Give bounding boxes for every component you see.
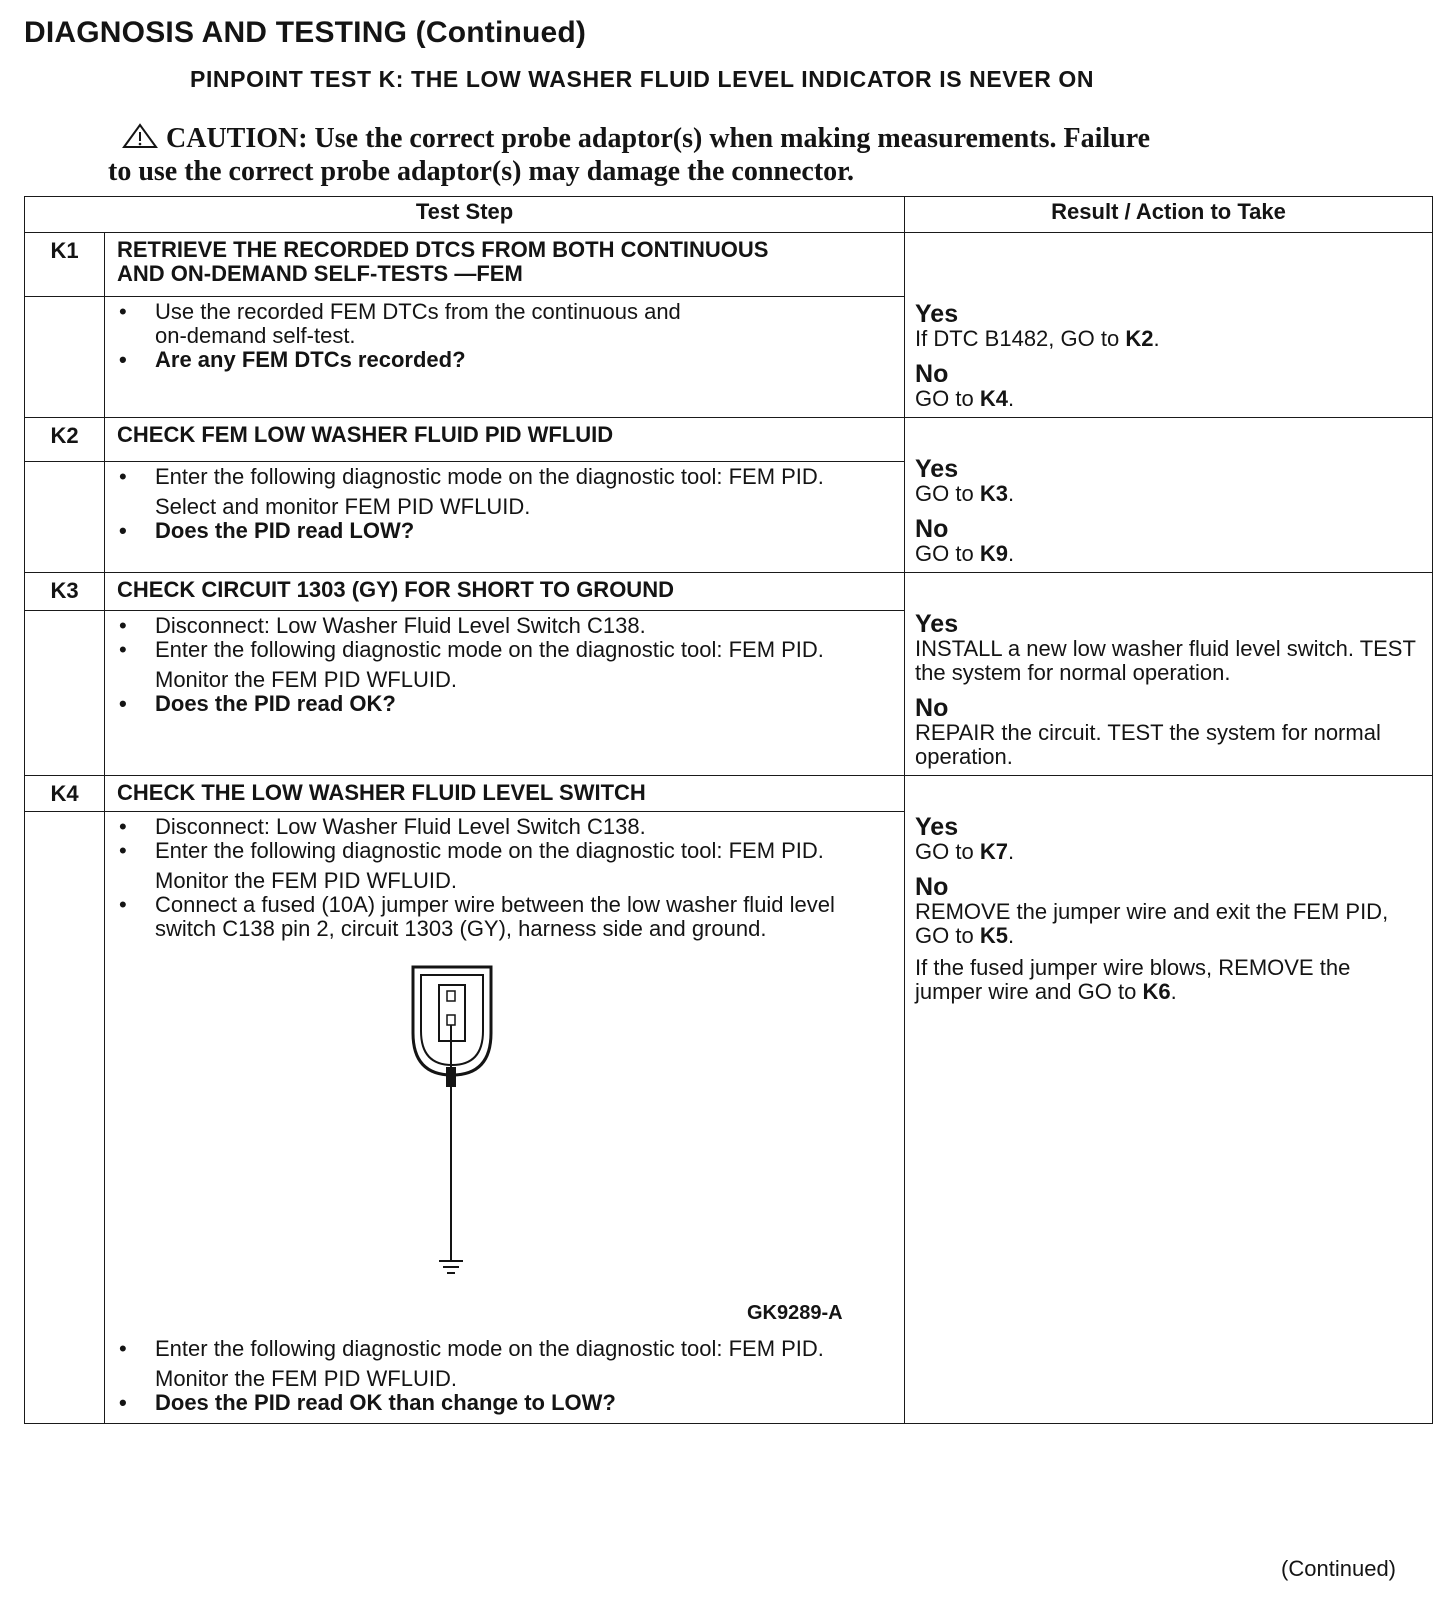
step-title-line: AND ON-DEMAND SELF-TESTS —FEM bbox=[117, 261, 523, 286]
pinpoint-test-title: PINPOINT TEST K: THE LOW WASHER FLUID LEVEL INDICATOR IS NEVER ON bbox=[190, 66, 1095, 92]
instruction-bullet: • Disconnect: Low Washer Fluid Level Switch C138. bbox=[117, 614, 892, 638]
instruction-bullet: • Connect a fused (10A) jumper wire between the low washer fluid level switch C138 pin 2, circuit 1303 (GY), harness side and ground. bbox=[117, 893, 892, 941]
step-row-k3 bbox=[25, 573, 1433, 611]
goto-link[interactable]: K4 bbox=[979, 386, 1008, 411]
question-bullet: • Does the PID read LOW? bbox=[117, 519, 892, 543]
yes-label: Yes bbox=[915, 455, 959, 483]
header-test-step: Test Step bbox=[25, 197, 905, 233]
step-title: CHECK CIRCUIT 1303 (GY) FOR SHORT TO GROUND bbox=[105, 573, 905, 611]
yes-action: GO to K3. bbox=[915, 481, 1015, 506]
no-label: No bbox=[915, 694, 949, 722]
step-id: K1 bbox=[25, 233, 105, 297]
caution-notice bbox=[108, 122, 1338, 188]
extra-action: If the fused jumper wire blows, REMOVE the jumper wire and GO to K6. bbox=[915, 955, 1351, 1004]
warning-triangle-icon bbox=[122, 123, 158, 149]
yes-label: Yes bbox=[915, 300, 959, 328]
yes-action: GO to K7. bbox=[915, 839, 1015, 864]
yes-label: Yes bbox=[915, 610, 959, 638]
section-title: DIAGNOSIS AND TESTING (Continued) bbox=[24, 16, 587, 49]
step-title: CHECK THE LOW WASHER FLUID LEVEL SWITCH bbox=[105, 776, 905, 812]
goto-link[interactable]: K5 bbox=[979, 923, 1008, 948]
step-result bbox=[905, 233, 1433, 418]
no-action: GO to K4. bbox=[915, 386, 1015, 411]
connector-jumper-diagram bbox=[407, 963, 497, 1283]
yes-label: Yes bbox=[915, 813, 959, 841]
step-id: K3 bbox=[25, 573, 105, 611]
goto-link[interactable]: K3 bbox=[979, 481, 1008, 506]
table-header-row bbox=[25, 197, 1433, 233]
instruction-bullet: • Disconnect: Low Washer Fluid Level Switch C138. bbox=[117, 815, 892, 839]
step-instructions bbox=[105, 296, 905, 417]
step-title: CHECK FEM LOW WASHER FLUID PID WFLUID bbox=[105, 418, 905, 462]
instruction-bullet: • Enter the following diagnostic mode on the diagnostic tool: FEM PID. bbox=[117, 1337, 892, 1361]
figure-label: GK9289-A bbox=[747, 1302, 843, 1324]
step-result bbox=[905, 776, 1433, 1424]
no-action: REMOVE the jumper wire and exit the FEM PID, GO to K5. bbox=[915, 899, 1389, 948]
step-instructions bbox=[105, 611, 905, 776]
yes-action: INSTALL a new low washer fluid level switch. TEST the system for normal operation. bbox=[915, 636, 1416, 685]
instruction-subtext: Monitor the FEM PID WFLUID. bbox=[155, 1366, 457, 1391]
step-id: K2 bbox=[25, 418, 105, 462]
instruction-bullet: • Enter the following diagnostic mode on the diagnostic tool: FEM PID. bbox=[117, 839, 892, 863]
instruction-subtext: Select and monitor FEM PID WFLUID. bbox=[155, 494, 531, 520]
no-label: No bbox=[915, 873, 949, 901]
goto-link[interactable]: K7 bbox=[979, 839, 1008, 864]
continued-note: (Continued) bbox=[1281, 1556, 1396, 1581]
step-instructions bbox=[105, 812, 905, 1424]
caution-line-1: CAUTION: Use the correct probe adaptor(s) when making measurements. Failure bbox=[166, 123, 1151, 154]
connector-figure bbox=[117, 941, 892, 1337]
step-result bbox=[905, 418, 1433, 573]
step-title bbox=[105, 233, 905, 297]
goto-link[interactable]: K9 bbox=[979, 541, 1008, 566]
step-title-line: RETRIEVE THE RECORDED DTCS FROM BOTH CONTINUOUS bbox=[117, 237, 769, 262]
goto-link[interactable]: K2 bbox=[1125, 326, 1154, 351]
goto-link[interactable]: K6 bbox=[1142, 979, 1171, 1004]
instruction-bullet: • Enter the following diagnostic mode on the diagnostic tool: FEM PID. bbox=[117, 638, 892, 662]
question-bullet: • Does the PID read OK than change to LOW? bbox=[117, 1391, 892, 1415]
step-row-k4 bbox=[25, 776, 1433, 812]
step-instructions bbox=[105, 462, 905, 573]
no-action: REPAIR the circuit. TEST the system for normal operation. bbox=[915, 720, 1381, 769]
step-row-k1 bbox=[25, 233, 1433, 297]
step-id: K4 bbox=[25, 776, 105, 812]
pinpoint-test-table bbox=[24, 196, 1433, 1424]
instruction-subtext: Monitor the FEM PID WFLUID. bbox=[155, 868, 457, 893]
header-result-action: Result / Action to Take bbox=[905, 197, 1433, 233]
no-label: No bbox=[915, 360, 949, 388]
instruction-subtext: Monitor the FEM PID WFLUID. bbox=[155, 667, 457, 693]
no-action: GO to K9. bbox=[915, 541, 1015, 566]
step-row-k2 bbox=[25, 418, 1433, 462]
step-result bbox=[905, 573, 1433, 776]
yes-action: If DTC B1482, GO to K2. bbox=[915, 326, 1160, 351]
question-bullet: • Are any FEM DTCs recorded? bbox=[117, 348, 892, 372]
no-label: No bbox=[915, 515, 949, 543]
caution-line-2: to use the correct probe adaptor(s) may damage the connector. bbox=[108, 156, 855, 187]
instruction-bullet: • Use the recorded FEM DTCs from the continuous and on-demand self-test. bbox=[117, 300, 892, 348]
question-bullet: • Does the PID read OK? bbox=[117, 692, 892, 716]
instruction-bullet: • Enter the following diagnostic mode on the diagnostic tool: FEM PID. bbox=[117, 465, 892, 489]
